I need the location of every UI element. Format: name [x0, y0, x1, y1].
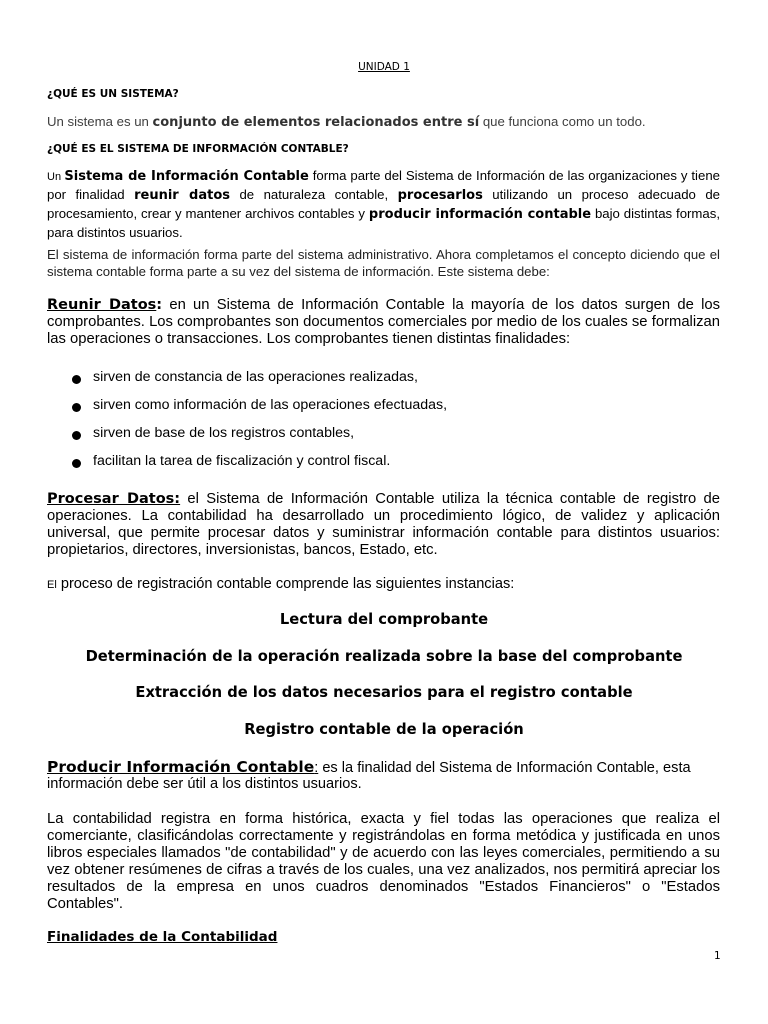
paragraph-proceso-registracion: El proceso de registración contable comprende las siguientes instancias: — [47, 576, 515, 592]
paragraph-sistema-definicion: Un sistema es un conjunto de elementos relacionados entre sí que funciona como un todo. — [47, 114, 646, 130]
bullet-dot — [72, 459, 81, 468]
heading-que-es-sic: ¿QUÉ ES EL SISTEMA DE INFORMACIÓN CONTABLE? — [47, 143, 349, 155]
step-lectura: Lectura del comprobante — [279, 611, 489, 628]
bullet-dot — [72, 431, 81, 440]
paragraph-sic-definicion: Un Sistema de Información Contable forma parte del Sistema de Información de las organizaciones y tiene por finalidad reunir datos de naturaleza contable, procesarlos utilizando un proceso adecuado de procesamiento, crear y mantener archivos contables y producir información contable bajo distintas formas, para distintos usuarios. — [47, 168, 721, 240]
step-extraccion: Extracción de los datos necesarios para el registro contable — [135, 684, 633, 701]
bullet-dot — [72, 403, 81, 412]
paragraph-producir-informacion: Producir Información Contable: es la finalidad del Sistema de Información Contable, esta información debe ser útil a los distintos usuarios. — [47, 758, 691, 792]
page-number: 1 — [714, 950, 721, 962]
paragraph-sistema-administrativo: El sistema de información forma parte del sistema administrativo. Ahora completamos el concepto diciendo que el sistema contable forma parte a su vez del sistema de información. Este sistema debe: — [47, 247, 720, 279]
bullet-dot — [72, 375, 81, 384]
step-registro: Registro contable de la operación — [244, 721, 524, 738]
label-procesar-datos: Procesar Datos: — [47, 491, 181, 507]
heading-que-es-sistema: ¿QUÉ ES UN SISTEMA? — [47, 88, 179, 100]
list-item-2: sirven como información de las operaciones efectuadas, — [93, 397, 448, 413]
label-reunir-datos: Reunir Datos — [47, 297, 157, 313]
label-producir-informacion: Producir Información Contable — [47, 758, 315, 776]
step-determinacion: Determinación de la operación realizada sobre la base del comprobante — [85, 648, 683, 665]
paragraph-reunir-datos: Reunir Datos: en un Sistema de Información Contable la mayoría de los datos surgen de los comprobantes. Los comprobantes son documentos comerciales por medio de los cuales se formalizan las operaciones o transacciones. Los comprobantes tienen distintas finalidades: — [47, 297, 720, 347]
heading-finalidades: Finalidades de la Contabilidad — [47, 929, 278, 945]
paragraph-contabilidad: La contabilidad registra en forma histórica, exacta y fiel todas las operaciones que realiza el comerciante, clasificándolas correctamente y registrándolas en forma metódica y justificada en unos libros especiales llamados "de contabilidad" y de acuerdo con las leyes comerciales, permitiendo a su vez obtener resúmenes de cifras a través de los cuales, una vez analizados, nos permitirá apreciar los resultados de la empresa en unos cuadros denominados "Estados Financieros" o "Estados Contables". — [47, 811, 720, 912]
list-item-1: sirven de constancia de las operaciones realizadas, — [93, 369, 418, 385]
list-item-3: sirven de base de los registros contables, — [93, 425, 355, 441]
list-item-4: facilitan la tarea de fiscalización y control fiscal. — [93, 453, 391, 469]
document-title: UNIDAD 1 — [358, 61, 410, 73]
paragraph-procesar-datos: Procesar Datos: el Sistema de Información Contable utiliza la técnica contable de registro de operaciones. La contabilidad ha desarrollado un procedimiento lógico, de validez y aplicación universal, que permite procesar datos y suministrar información contable para distintos usuarios: propietarios, directores, inversionistas, bancos, Estado, etc. — [47, 491, 720, 558]
